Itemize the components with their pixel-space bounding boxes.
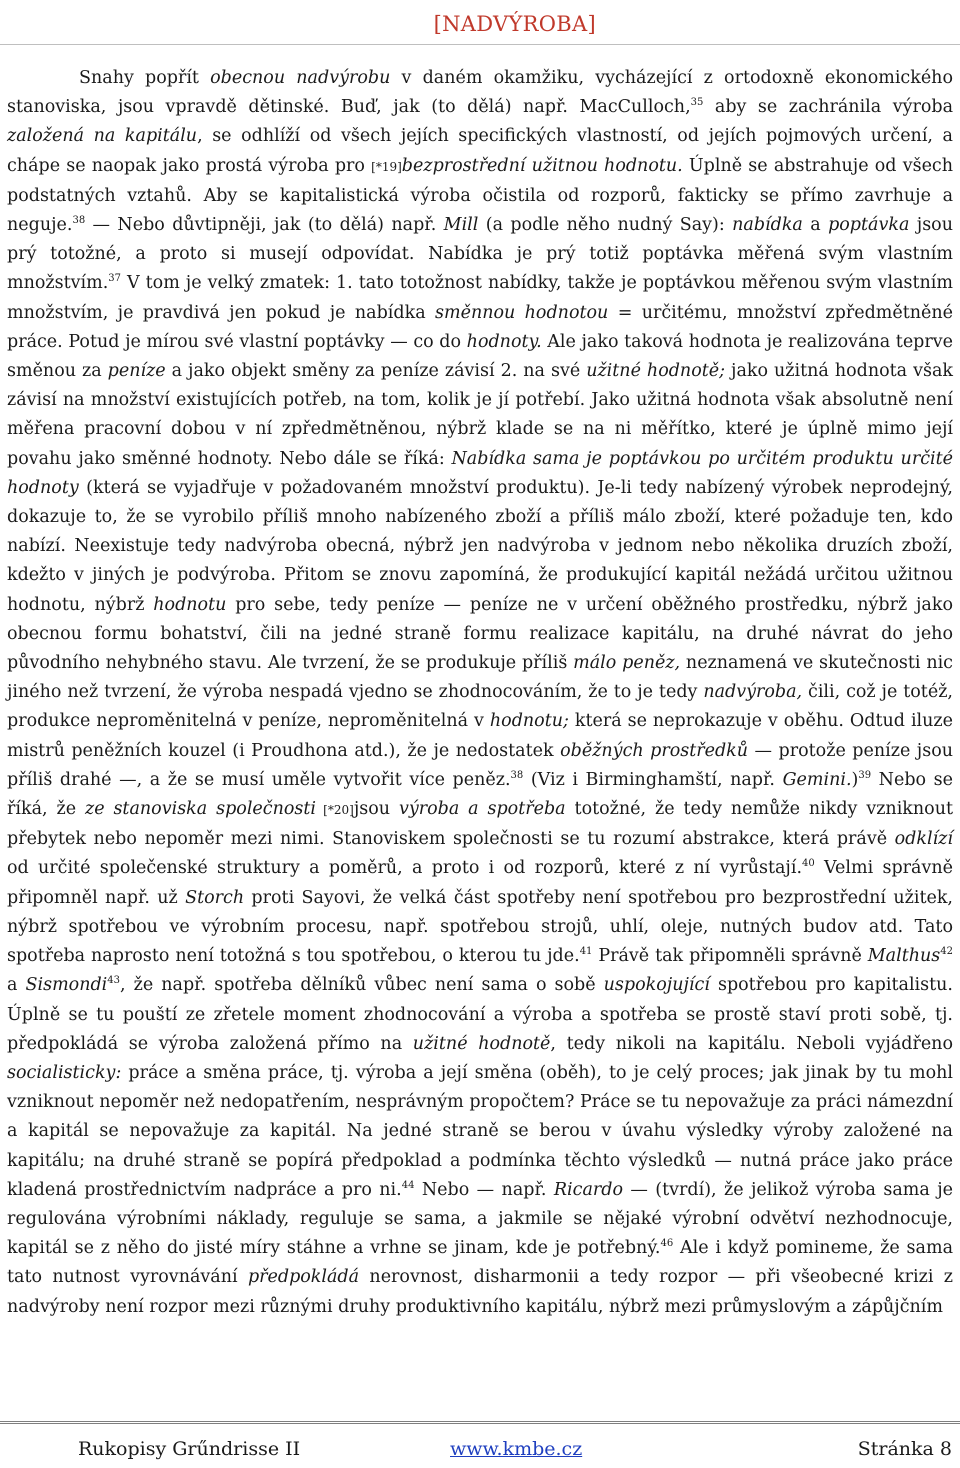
text-run: , tedy nikoli na kapitálu. Neboli vyjádřeno [550,1033,953,1054]
text-run: jsou [353,799,399,820]
emphasis: málo peněz, [573,653,681,674]
footer-rule [0,1421,960,1424]
text-run: Snahy popřít [79,68,211,88]
emphasis: peníze [107,361,166,382]
page-marker: [*19] [371,159,402,174]
text-run: neznamená ve skutečnosti nic jiného než tvrzení, že výroba nespadá vjedno se zhodnocováním, že to je tedy [7,653,953,703]
text-run: , že např. spotřeba dělníků vůbec není sama o sobě [120,975,604,996]
emphasis: hodnotu [153,594,227,615]
text-run: od určité společenské struktury a poměrů, a proto i od rozporů, které z ní vyrůstají. [7,858,803,879]
text-run: = určitému, množství zpředmětněné práce. Potud je mírou své vlastní poptávky — co do [7,302,954,352]
emphasis: poptávka [828,215,910,236]
text-run: nerovnost, disharmonii a tedy rozpor — při všeobecné krizi z nadvýroby není rozpor mezi různými druhy produktivního kapitálu, nýbrž mezi průmyslovým a zápůjčním [7,1267,953,1317]
text-run: Úplně se abstrahuje od všech podstatných vztahů. Aby se kapitalistická výroba očistila od rozporů, fakticky se přímo zavrhuje a neguje. [7,155,953,236]
footnote-ref: 40 [802,858,815,870]
text-run: totožné, že tedy nemůže nikdy vzniknout přebytek nebo nepoměr mezi nimi. Stanoviskem společnosti se tu rozumí abstrakce, která právě [7,799,954,850]
emphasis: Storch [185,887,245,908]
emphasis: předpokládá [247,1267,360,1288]
footnote-ref: 44 [401,1179,415,1191]
text-run: (která se vyjadřuje v požadovaném množství produktu). Je-li tedy nabízený výrobek neprodejný, dokazuje to, že se vyrobilo příliš mnoho nabízeného zboží a příliš málo zboží, které požaduje ten, kdo nabízí. Neexistuje tedy nadvýroba obecná, nýbrž jen nadvýroba v jednom nebo několika druzích zboží, kdežto v jiných je podvýroba. Přitom se znovu zapomíná, že produkující kapitál nežádá určitou užitnou hodnotu, nýbrž [7,477,953,615]
text-run: proti Sayovi, že velká část spotřeby není spotřebou pro bezprostřední užitek, nýbrž spotřebou ve výrobním procesu, např. spotřebou strojů, uhlí, oleje, nutných budov atd. Tato spotřeba naprosto není totožná s tou spotřebou, o kterou tu jde. [7,887,953,967]
emphasis: oběžných prostředků [560,740,749,761]
emphasis: obecnou nadvýrobu [210,68,391,88]
footnote-ref: 37 [108,273,122,285]
emphasis: nabídka [732,215,803,236]
emphasis: uspokojující [603,975,710,996]
text-run: (a podle něho nudný Say): [478,215,733,236]
text-run: a [802,215,829,236]
text-run: a jako objekt směny za peníze závisí 2. na své [165,361,587,382]
page-number: Stránka 8 [857,1438,952,1460]
footnote-ref: 43 [107,975,121,987]
emphasis: Mill [443,215,479,236]
text-run: práce a směna práce, tj. výroba a její směna (oběh), to je celý proces; jak jinak by tu mohl vzniknout nepoměr než nedopatřením, nesprávným propočtem? Práce se tu nepovažuje za práci námezdní a kapitál se nepovažuje za kapitál. Na jedné straně se berou v úvahu výsledky výroby založené na kapitálu; na druhé straně se popírá předpoklad a podmínka těchto výsledků — nutná práce jako práce kladená prostřednictvím nadpráce a pro ni. [7,1062,953,1200]
text-run: spotřebou pro kapitalistu. Úplně se tu pouští ze zřetele moment zhodnocování a výroba a spotřeba se prostě staví proti sobě, tj. předpokládá se výroba založená přímo na [7,975,953,1054]
text-run: aby se zachránila výroba [703,97,954,118]
emphasis: nadvýroba, [703,682,803,703]
text-run: (Viz i Birminghamští, např. [523,769,783,790]
footnote-ref: 42 [940,946,953,958]
text-run: pro sebe, tedy peníze — peníze ne v určení oběžného prostředku, nýbrž jako obecnou formu bohatství, čili na jedné straně formu realizace kapitálu, na druhé návrat do jeho původního nehybného stavu. Ale tvrzení, že se produkuje příliš [7,594,953,674]
emphasis: Nabídka sama je poptávkou po určitém produktu určité hodnoty [7,448,953,498]
text-run: Nebo — např. [414,1179,554,1200]
text-run: — Nebo důvtipněji, jak (to dělá) např. [85,215,444,236]
emphasis: směnnou hodnotou [435,302,609,323]
emphasis: Sismondi [25,975,108,996]
emphasis: hodnotu; [489,711,569,732]
emphasis: Ricardo [553,1179,623,1200]
emphasis: výroba a spotřeba [398,799,566,820]
page-footer [0,1420,960,1468]
emphasis: odklízí [894,829,953,850]
emphasis: hodnoty. [466,331,542,352]
emphasis: užitné hodnotě; [586,361,726,382]
text-run: jako užitná hodnota však závisí na množství existujících potřeb, na tom, kolik je jí potřebí. Jako užitná hodnota však absolutně není měřena pracovní dobou v ní zpředmětněnou, nýbrž klade se na ni měřítko, které je úplně mimo její povahu jako směnné hodnoty. Nebo dále se říká: [7,361,953,469]
text-run: Nebo se říká, že [7,769,953,820]
text-run: a [7,975,26,996]
footnote-ref: 41 [579,946,593,958]
emphasis: socialisticky: [7,1062,122,1083]
text-run: která se neprokazuje v oběhu. Odtud iluze mistrů peněžních kouzel (i Proudhona atd.), že je nedostatek [7,711,953,761]
text-run: Ale i když pomineme, že sama tato nutnost vyrovnávání [7,1238,954,1288]
text-run: v daném okamžiku, vycházející z ortodoxně ekonomického stanoviska, jsou vpravdě dětinské. Buď, jak (to dělá) např. MacCulloch, [7,68,953,118]
header-title: [NADVÝROBA] [433,12,596,36]
footnote-ref: 38 [72,215,86,227]
footnote-ref: 35 [690,97,704,109]
text-run: — (tvrdí), že jelikož výroba sama je regulována výrobními náklady, reguluje se sama, a jakmile se nějaké výrobní odvětví nezhodnocuje, kapitál se z něho do jisté míry stáhne a vrhne se jinam, kde je potřebný. [7,1179,954,1259]
footer-title: Rukopisy Grűndrisse II [78,1438,301,1460]
text-run: Ale jako taková hodnota je realizována teprve směnou za [7,331,953,382]
text-run: Velmi správně připomněl např. už [7,858,953,908]
emphasis: založená na kapitálu [7,126,198,147]
emphasis: ze stanoviska společnosti [84,799,317,820]
text-run: Právě tak připomněli správně [592,946,868,967]
text-run: , se odhlíží od všech jejích specifických vlastností, od jejích pojmových určení, a chápe se naopak jako prostá výroba pro [7,126,953,176]
website-link[interactable]: www.kmbe.cz [450,1438,583,1460]
text-run: V tom je velký zmatek: 1. tato totožnost nabídky, takže je poptávkou měřenou svým vlastním množstvím, je pravdivá jen pokud je nabídka [7,273,953,323]
text-run: jsou prý totožné, a proto si musejí odpovídat. Nabídka je prý totiž poptávka měřená svým vlastním množstvím. [7,215,953,294]
main-text [7,64,953,1322]
header-rule [0,44,960,45]
text-run: čili, což je totéž, produkce neproměnitelná v peníze, neproměnitelná v [7,682,953,732]
emphasis: bezprostřední užitnou hodnotu. [401,155,683,176]
text-run: ) [851,769,859,790]
page-marker: [*20] [316,803,354,818]
emphasis: užitné hodnotě [412,1033,551,1054]
emphasis: Gemini. [782,769,852,790]
page-header [0,0,960,48]
footnote-ref: 39 [858,770,872,782]
emphasis: Malthus [867,946,941,967]
paragraph [7,64,953,1322]
text-run: — protože peníze jsou příliš drahé —, a že se musí uměle vytvořit více peněz. [7,740,954,790]
footnote-ref: 38 [510,770,524,782]
footnote-ref: 46 [660,1238,674,1250]
